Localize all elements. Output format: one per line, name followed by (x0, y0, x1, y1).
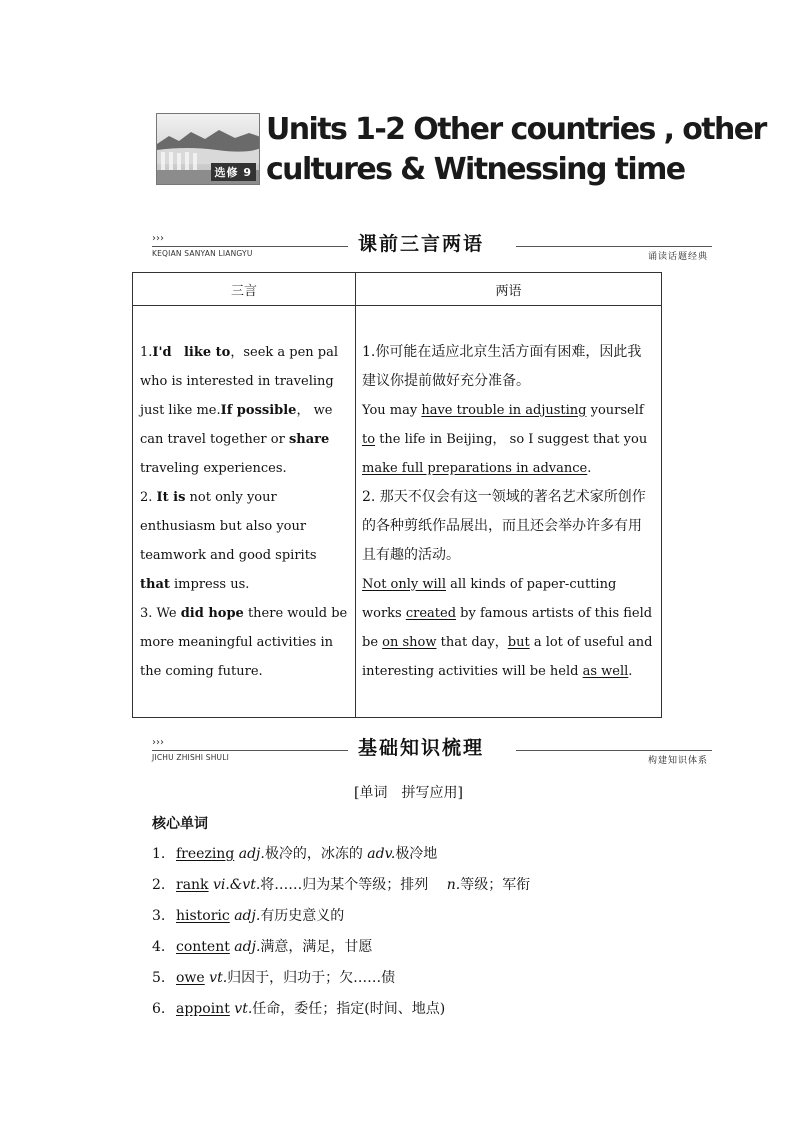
section-heading: 课前三言两语 (358, 233, 485, 255)
word-list (152, 843, 530, 1029)
divider (152, 246, 348, 247)
english-sentence-1: You may have trouble in adjusting yourself to the life in Beijing， so I suggest that you make full preparations in advance. (362, 402, 648, 476)
section-banner-basics (152, 737, 712, 765)
cover-thumbnail (156, 113, 260, 185)
elective-badge: 选修 9 (211, 163, 256, 181)
sentence-2: 2. It is not only your enthusiasm but also your teamwork and good spirits that impress us. (140, 489, 317, 592)
left-cell (133, 306, 356, 718)
list-item: 6. appoint vt.任命，委任；指定(时间、地点) (152, 1001, 446, 1017)
chinese-sentence-1: 1.你可能在适应北京生活方面有困难，因此我建议你提前做好充分准备。 (362, 343, 642, 389)
right-cell (356, 306, 662, 718)
list-item: 4. content adj.满意，满足，甘愿 (152, 939, 373, 955)
column-header-liangyu: 两语 (356, 273, 662, 306)
divider (516, 750, 712, 751)
section-tag: 诵读话题经典 (647, 252, 708, 262)
section-pinyin: KEQIAN SANYAN LIANGYU (152, 249, 253, 258)
chevron-right-icon: ››› (152, 737, 164, 748)
english-sentence-2: Not only will all kinds of paper-cutting works created by famous artists of this field be on show that day，but a lot of useful and interesting activities will be held as well. (362, 576, 653, 679)
section-banner-preview (152, 233, 712, 261)
chevron-right-icon: ››› (152, 233, 164, 244)
divider (152, 750, 348, 751)
list-item: 2. rank vi.&vt.将……归为某个等级；排列 n.等级；军衔 (152, 877, 531, 893)
page-title: Units 1-2 Other countries , other cultures & Witnessing time (266, 112, 766, 187)
core-words-label: 核心单词 (152, 816, 208, 832)
list-item: 5. owe vt.归因于，归功于；欠……债 (152, 970, 396, 986)
list-item: 1. freezing adj.极冷的，冰冻的 adv.极冷地 (152, 846, 438, 862)
divider (516, 246, 712, 247)
phrases-table (132, 272, 662, 718)
section-pinyin: JICHU ZHISHI SHULI (152, 753, 230, 762)
section-tag: 构建知识体系 (647, 756, 708, 766)
sentence-1: 1.I'd like to，seek a pen pal who is interested in traveling just like me.If possible， we can travel together or share traveling experiences. (140, 344, 339, 476)
category-label: [单词 拼写应用] (354, 785, 463, 801)
section-heading: 基础知识梳理 (358, 737, 485, 759)
chinese-sentence-2: 2. 那天不仅会有这一领域的著名艺术家所创作的各种剪纸作品展出，而且还会举办许多有用且有趣的活动。 (362, 488, 646, 563)
list-item: 3. historic adj.有历史意义的 (152, 908, 345, 924)
sentence-3: 3. We did hope there would be more meaningful activities in the coming future. (140, 605, 348, 679)
column-header-sanyan: 三言 (133, 273, 356, 306)
